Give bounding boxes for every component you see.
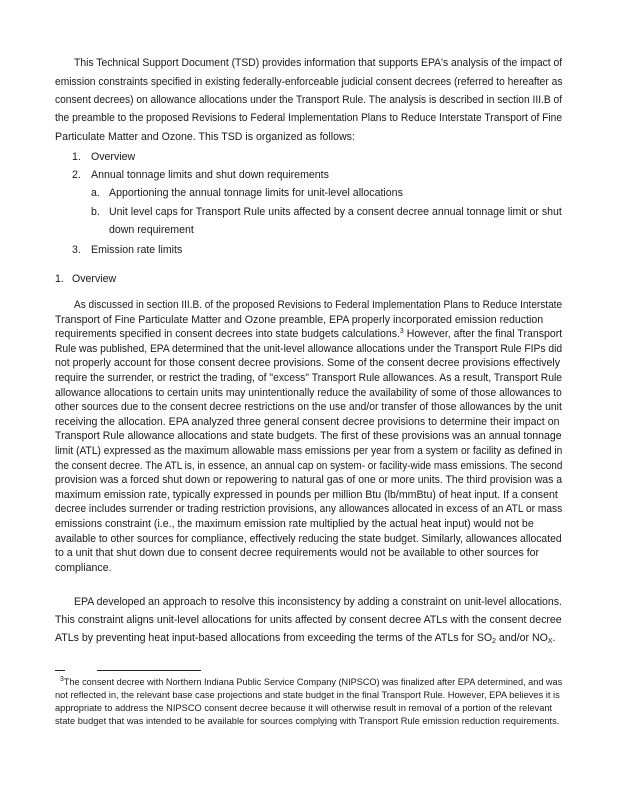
- paragraph-line: other sources due to the consent decree restrictions on the use and/or transfer of those allowances by the unit: [55, 401, 562, 414]
- outline-item: down requirement: [109, 224, 194, 236]
- text-span: .: [552, 632, 556, 644]
- paragraph-line: to a unit that shut down due to consent decree requirements would not be available to other sources for: [55, 547, 540, 560]
- text-span: requirements specified in consent decrees into state budgets calculations.: [55, 328, 400, 341]
- outline-marker: 1.: [72, 151, 81, 163]
- text-span: and/or NO: [496, 632, 548, 644]
- outline-marker: 3.: [72, 244, 81, 256]
- paragraph-line: require the surrender, or restrict the trading, of "excess" Transport Rule allowances. As a result, Transport Rule: [55, 372, 563, 384]
- paragraph-line: emissions constraint (i.e., the maximum emission rate multiplied by the actual heat input) would not be: [55, 518, 534, 530]
- section-heading: Overview: [72, 273, 117, 285]
- intro-line: Particulate Matter and Ozone. This TSD is organized as follows:: [55, 131, 355, 143]
- outline-item: Apportioning the annual tonnage limits for unit-level allocations: [109, 187, 403, 199]
- paragraph-line: Transport Rule allowance allocations and state budgets. The first of these provisions was an annual tonnage: [55, 430, 562, 443]
- footnote-line: [60, 677, 562, 688]
- footnote-reference[interactable]: 3: [399, 328, 404, 336]
- paragraph-line: maximum emission rate, typically expressed in pounds per million Btu (lb/mmBtu) of heat input. If a consent: [55, 488, 558, 501]
- outline-marker: b.: [91, 206, 100, 218]
- paragraph-line: decree includes surrender or trading restriction provisions, any allowances allocated in excess of an ATL or mass: [55, 503, 563, 516]
- outline-item: Overview: [91, 151, 136, 163]
- intro-line: the preamble to the proposed Revisions to Federal Implementation Plans to Reduce Interstate Transport of Fine: [55, 112, 563, 124]
- outline-item: Emission rate limits: [91, 244, 183, 256]
- text-span: The consent decree with Northern Indiana Public Service Company (NIPSCO) was finalized after EPA determined, and was: [63, 677, 563, 687]
- paragraph-line: This constraint aligns unit-level allocations for units affected by consent decree ATLs with the consent decree: [55, 614, 562, 626]
- paragraph-line: As discussed in section III.B. of the proposed Revisions to Federal Implementation Plans to Reduce Interstate: [74, 299, 563, 311]
- outline-item: Unit level caps for Transport Rule units affected by a consent decree annual tonnage limit or shut: [109, 206, 562, 218]
- text-span: However, after the final Transport: [403, 328, 563, 341]
- paragraph-line: the consent decree. The ATL is, in essence, an annual cap on system- or facility-wide mass emissions. The second: [55, 459, 563, 472]
- intro-line: This Technical Support Document (TSD) provides information that supports EPA's analysis of the impact of: [74, 57, 563, 69]
- paragraph-line: allowance allocations to certain units may unintentionally reduce the availability of some of those allowances to: [55, 386, 562, 399]
- paragraph-line: limit (ATL) expressed as the maximum allowable mass emissions per year from a system or facility as defined in: [55, 445, 563, 457]
- outline-marker: a.: [91, 187, 100, 199]
- paragraph-line: available to other sources for compliance, effectively reducing the state budget. Similarly, allowances allocated: [55, 532, 562, 545]
- outline-item: Annual tonnage limits and shut down requirements: [91, 169, 329, 181]
- paragraph-line: not properly account for those consent decree provisions. Some of the consent decree provisions effectively: [55, 357, 561, 370]
- paragraph-line: [55, 632, 556, 645]
- paragraph-line: [55, 328, 562, 341]
- footnote-line: state budget that was intended to be available for sources complying with Transport Rule emission reduction requirements.: [55, 716, 560, 726]
- paragraph-line: Rule was published, EPA determined that the unit-level allowance allocations under the Transport Rule FIPs did: [55, 342, 563, 355]
- intro-line: consent decrees) on allowance allocations under the Transport Rule. The analysis is described in section III.B of: [55, 94, 563, 106]
- footnote-separator: [55, 670, 65, 671]
- section-number: 1.: [55, 273, 64, 285]
- paragraph-line: EPA developed an approach to resolve this inconsistency by adding a constraint on unit-level allocations.: [74, 596, 562, 608]
- paragraph-line: provision was a forced shut down or repowering to natural gas of one or more units. The third provision was a: [55, 474, 563, 487]
- outline-marker: 2.: [72, 169, 81, 181]
- paragraph-line: receiving the allocation. EPA analyzed three general consent decree provisions to determine their impact on: [55, 415, 560, 428]
- footnote-marker: 3: [60, 676, 64, 683]
- text-span: ATLs by preventing heat input-based allocations from exceeding the terms of the ATLs for SO: [55, 632, 493, 644]
- footnote-line: not reflected in, the relevant base case projections and state budget in the final Transport Rule. However, EPA believes it is: [55, 690, 560, 700]
- intro-line: emission constraints specified in existing federally-enforceable judicial consent decrees (referred to hereafter as: [55, 76, 563, 88]
- subscript: X: [547, 638, 553, 645]
- paragraph-line: Transport of Fine Particulate Matter and Ozone preamble, EPA properly incorporated emission reduction: [55, 313, 544, 326]
- footnote-line: appropriate to address the NIPSCO consent decree because it will otherwise result in removal of a portion of the relevant: [55, 703, 553, 713]
- footnote-separator: [97, 670, 201, 671]
- paragraph-line: compliance.: [55, 561, 112, 574]
- subscript: 2: [492, 638, 497, 645]
